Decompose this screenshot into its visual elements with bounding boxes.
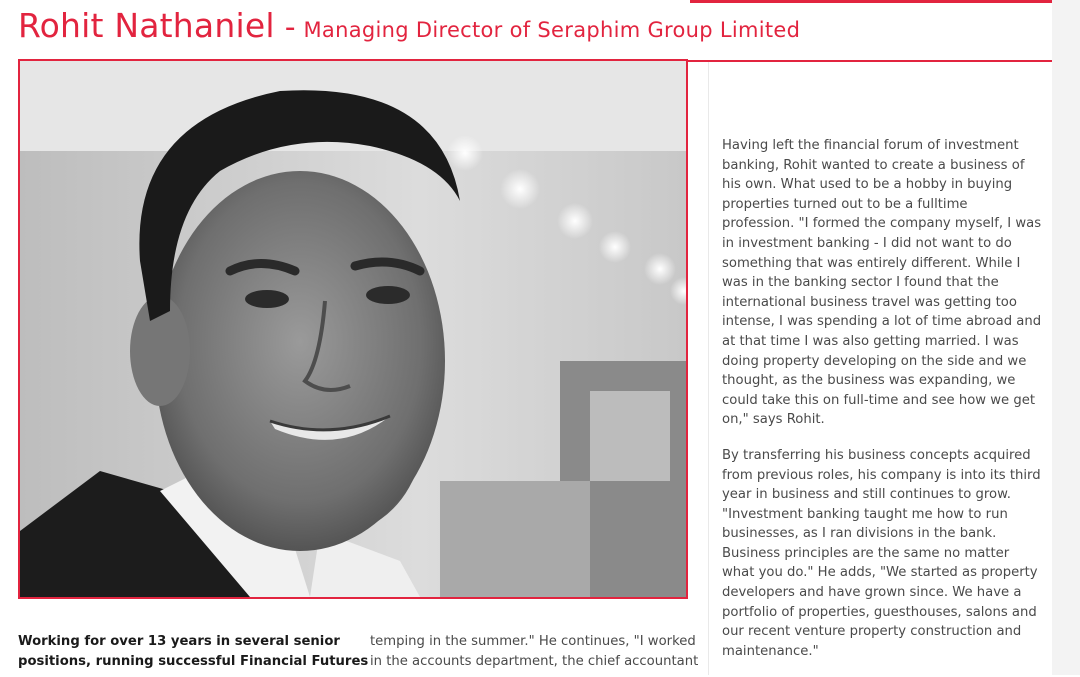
text-line: "Investment banking taught me how to run	[722, 506, 1008, 522]
text-line: developers and have grown since. We have a	[722, 585, 1022, 601]
portrait-photo	[18, 59, 688, 599]
text-line: in investment banking - I did not want to do	[722, 235, 1012, 251]
left-column-text	[18, 632, 369, 672]
text-line: year in business and still continues to grow.	[722, 487, 1011, 503]
column-divider	[708, 62, 709, 675]
text-line: intense, I was spending a lot of time abroad and	[722, 314, 1042, 330]
text-line: positions, running successful Financial Futures	[18, 654, 369, 669]
text-line: on," says Rohit.	[722, 412, 825, 428]
article-header	[18, 6, 1058, 54]
paragraph-1	[722, 136, 1040, 430]
text-line: in the accounts department, the chief accountant	[370, 654, 699, 669]
text-line: international business travel was getting too	[722, 294, 1017, 310]
text-line: thought, as the business was expanding, we	[722, 373, 1016, 389]
text-line: Having left the financial forum of investment	[722, 138, 1019, 153]
text-line: businesses, as I ran divisions in the bank.	[722, 526, 997, 542]
middle-column-text	[370, 632, 700, 672]
text-line: his own. What used to be a hobby in buying	[722, 177, 1013, 193]
text-line: Business principles are the same no matter	[722, 545, 1010, 561]
text-line: properties turned out to be a fulltime	[722, 196, 968, 212]
text-line: Working for over 13 years in several senior	[18, 634, 340, 649]
right-column-text	[722, 136, 1040, 677]
text-line: could take this on full-time and see how we get	[722, 392, 1036, 408]
text-line: from previous roles, his company is into its third	[722, 467, 1041, 483]
article-title-role: Managing Director of Seraphim Group Limited	[303, 18, 801, 42]
text-line: our recent venture property construction and	[722, 624, 1022, 640]
page-edge-strip	[1052, 0, 1080, 675]
text-line: something that was entirely different. While I	[722, 255, 1021, 271]
text-line: By transferring his business concepts acquired	[722, 447, 1031, 463]
top-accent-rule	[690, 0, 1052, 3]
text-line: portfolio of properties, guesthouses, salons and	[722, 604, 1037, 620]
text-line: banking, Rohit wanted to create a business of	[722, 157, 1025, 173]
text-line: maintenance."	[722, 643, 819, 659]
portrait-illustration	[20, 61, 686, 597]
article-title-name: Rohit Nathaniel	[18, 6, 275, 45]
text-line: was in the banking sector I found that the	[722, 275, 999, 291]
text-line: doing property developing on the side and we	[722, 353, 1027, 369]
text-line: profession. "I formed the company myself, I was	[722, 216, 1042, 232]
text-line: temping in the summer." He continues, "I worked	[370, 634, 696, 649]
text-line: at that time I was also getting married. I was	[722, 333, 1019, 349]
title-separator: -	[284, 10, 296, 45]
text-line: what you do." He adds, "We started as property	[722, 565, 1038, 581]
paragraph-2	[722, 446, 1040, 662]
